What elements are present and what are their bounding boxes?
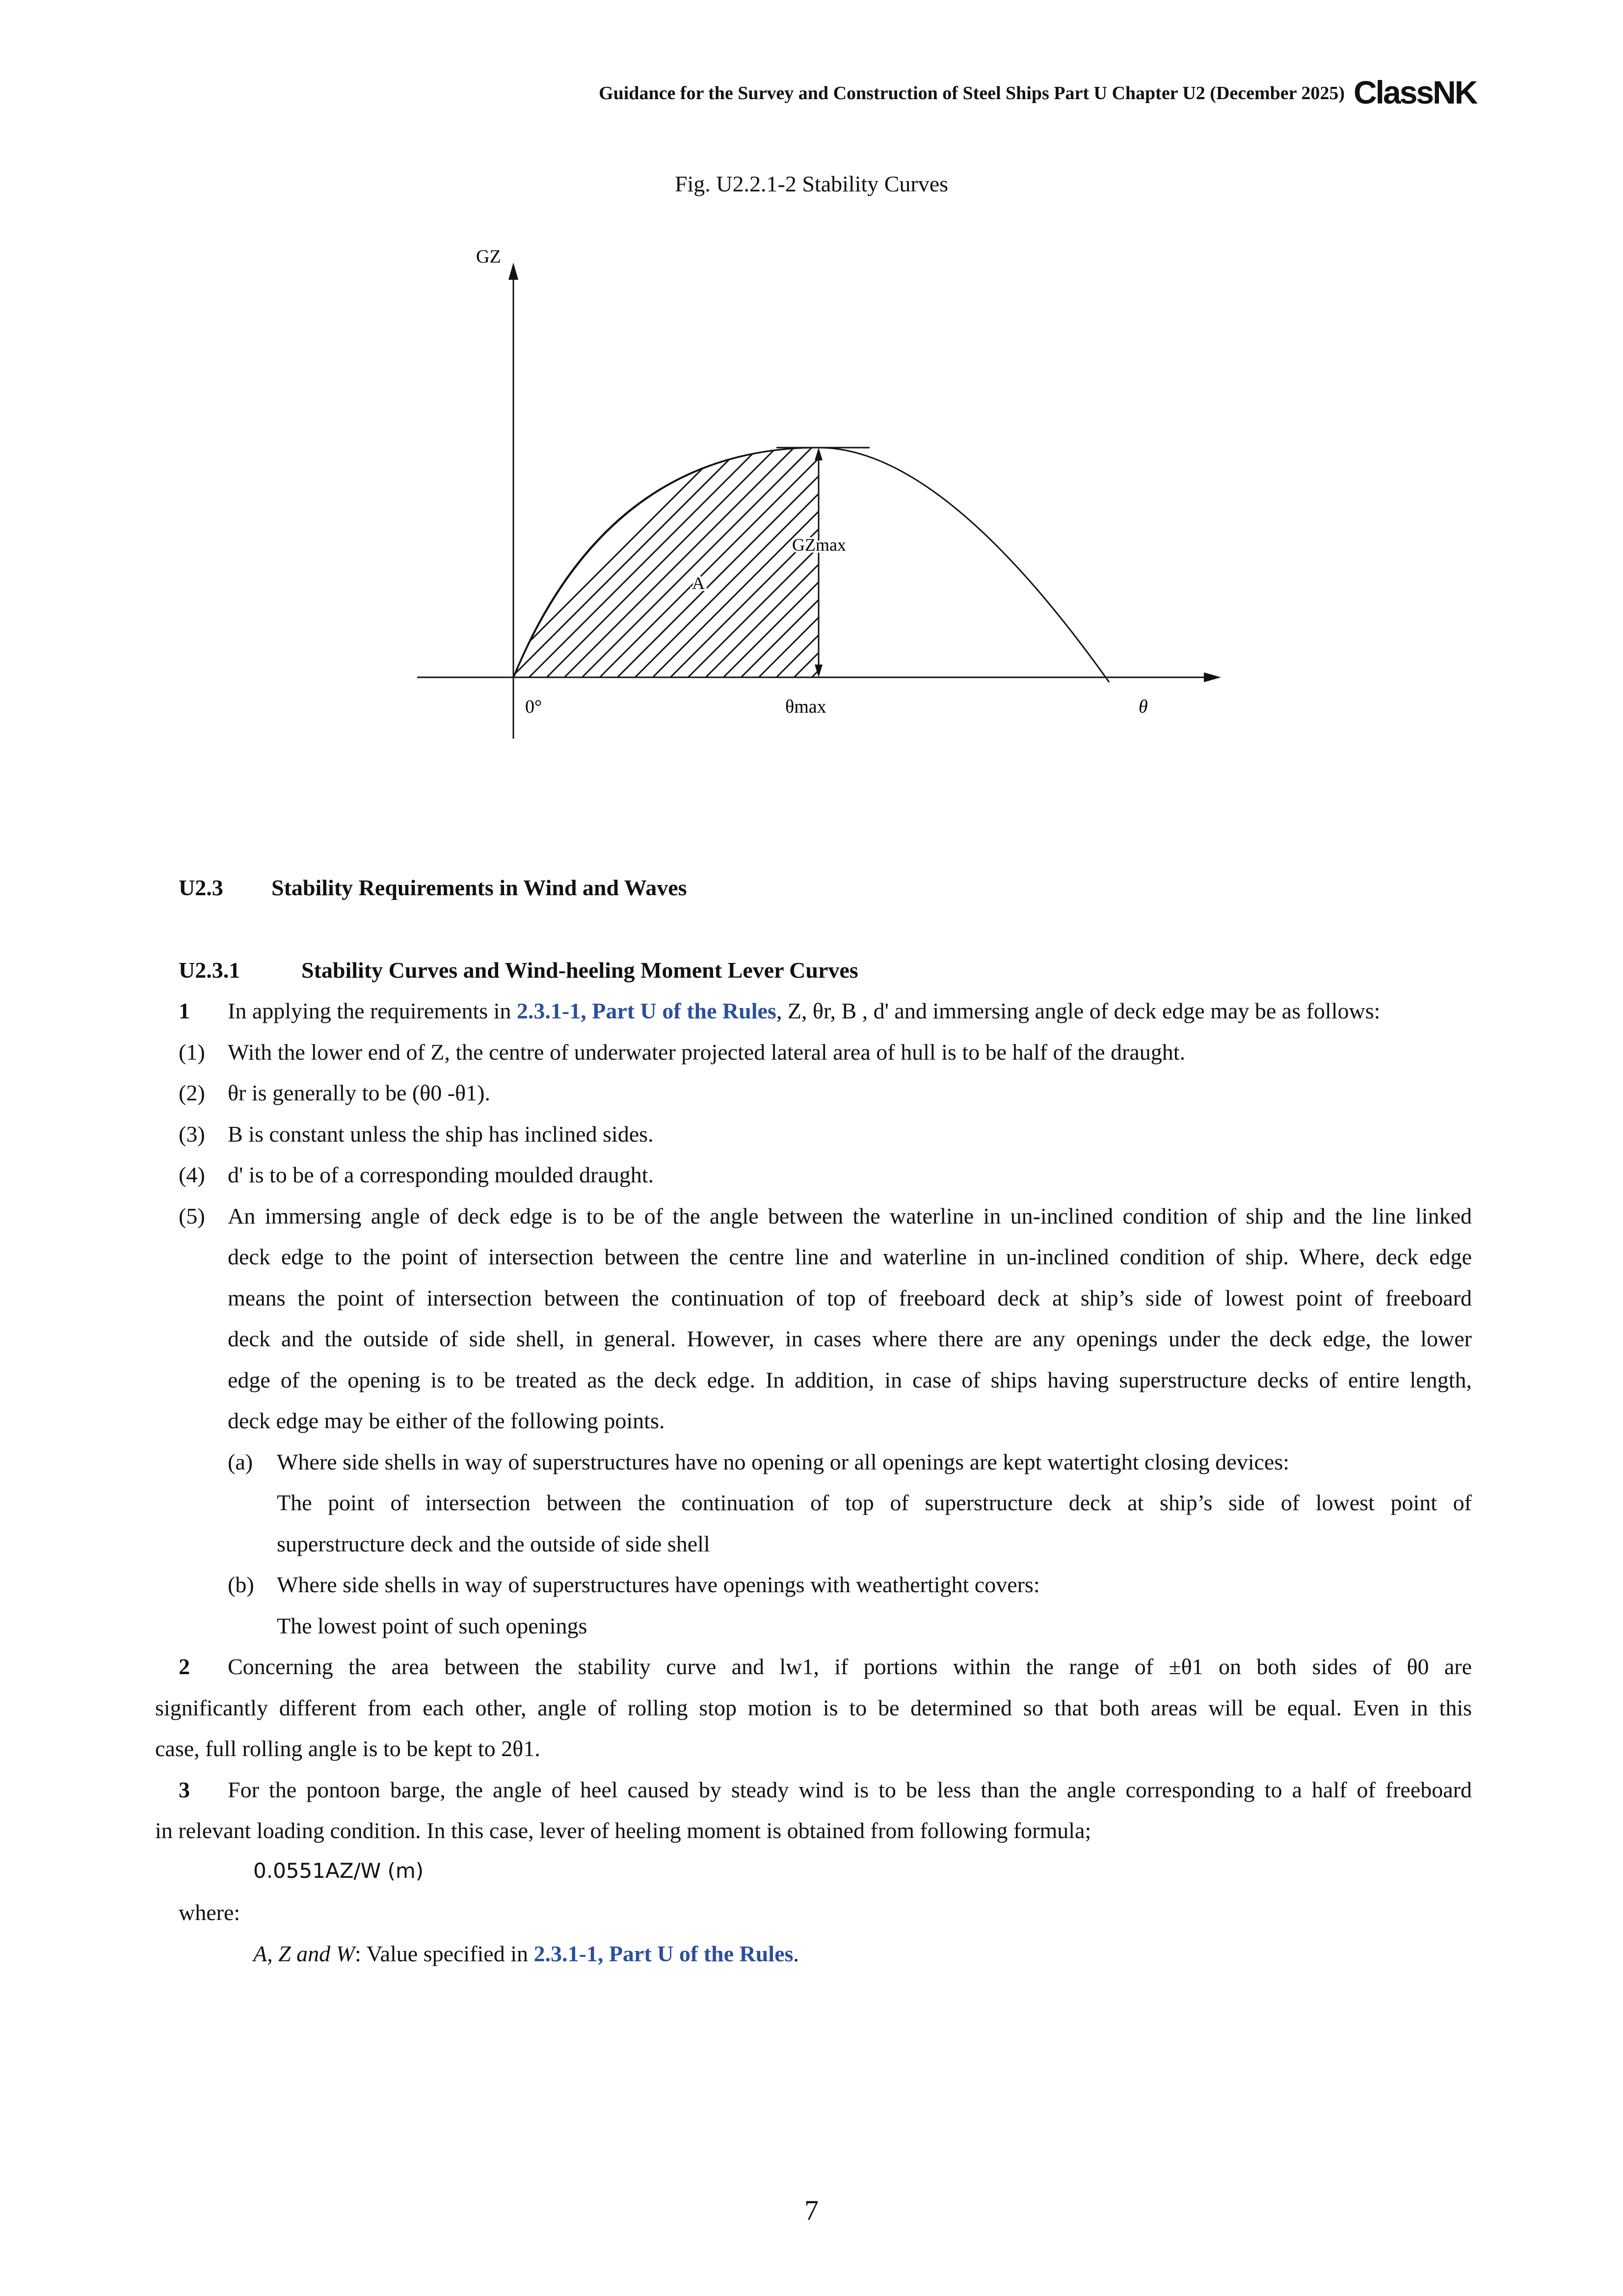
sub-a-body-1: The point of intersection between the continuation of top of superstructure deck at ship’s side of lowest point of (277, 1490, 1472, 1515)
item-2-text: θr is generally to be (θ0 -θ1). (228, 1080, 490, 1105)
x-axis-arrow (1204, 672, 1221, 682)
para3-line-2: in relevant loading condition. In this case, lever of heeling moment is obtained from following formula; (155, 1818, 1091, 1843)
para1-number: 1 (179, 998, 190, 1023)
item-4-number: (4) (179, 1162, 205, 1187)
para1-text: In applying the requirements in 2.3.1-1, Part U of the Rules, Z, θr, B , d' and immersing angle of deck edge may be as follows: (228, 998, 1381, 1023)
para3-line-1: For the pontoon barge, the angle of heel caused by steady wind is to be less than the angle corresponding to a half of freeboard (228, 1777, 1472, 1802)
sub-b-body: The lowest point of such openings (277, 1613, 587, 1638)
gzmax-arrow-top (815, 448, 823, 460)
theta-max-label: θmax (785, 696, 826, 717)
origin-label: 0° (525, 696, 542, 717)
where-label: where: (179, 1900, 240, 1925)
section-number: U2.3 (179, 875, 223, 900)
theta-label: θ (1139, 696, 1148, 717)
item-5-line-2: deck edge to the point of intersection between the centre line and waterline in un-inclined condition of ship. Where, deck edge (228, 1244, 1472, 1269)
page-number: 7 (804, 2194, 819, 2226)
item-5-line-5: edge of the opening is to be treated as the deck edge. In addition, in case of ships having superstructure decks of entire length, (228, 1367, 1472, 1392)
sub-b-text: Where side shells in way of superstructures have openings with weathertight covers: (277, 1572, 1040, 1597)
item-5-line-6: deck edge may be either of the following points. (228, 1408, 665, 1433)
para2-line-1: Concerning the area between the stability curve and lw1, if portions within the range of ±θ1 on both sides of θ0 are (228, 1654, 1472, 1679)
sub-a-number: (a) (228, 1449, 253, 1474)
area-label: A (692, 573, 705, 593)
y-axis-arrow (508, 263, 518, 280)
item-5-line-4: deck and the outside of side shell, in general. However, in cases where there are any openings under the deck edge, the lower (228, 1326, 1472, 1351)
heeling-formula: 0.0551AZ/W (m) (253, 1859, 424, 1883)
figure-caption: Fig. U2.2.1-2 Stability Curves (674, 171, 949, 196)
section-title: Stability Requirements in Wind and Waves (271, 875, 687, 900)
sub-a-body-2: superstructure deck and the outside of side shell (277, 1531, 710, 1556)
subsection-title: Stability Curves and Wind-heeling Moment Lever Curves (301, 958, 858, 983)
subsection-number: U2.3.1 (179, 958, 240, 983)
sub-a-text: Where side shells in way of superstructures have no opening or all openings are kept watertight closing devices: (277, 1449, 1290, 1474)
item-5-number: (5) (179, 1203, 205, 1228)
sub-b-number: (b) (228, 1572, 254, 1597)
item-3-number: (3) (179, 1121, 205, 1147)
definition-line: A, Z and W: Value specified in 2.3.1-1, Part U of the Rules. (253, 1941, 799, 1966)
item-3-text: B is constant unless the ship has inclined sides. (228, 1121, 654, 1147)
item-5-line-3: means the point of intersection between the continuation of top of freeboard deck at ship’s side of lowest point of freeboard (228, 1285, 1472, 1310)
item-1-text: With the lower end of Z, the centre of underwater projected lateral area of hull is to be half of the draught. (228, 1040, 1186, 1065)
area-hatching (494, 432, 1057, 677)
running-title: Guidance for the Survey and Construction of Steel Ships Part U Chapter U2 (December 2025) (599, 83, 1345, 104)
y-axis-label: GZ (476, 246, 501, 267)
para2-number: 2 (179, 1654, 190, 1679)
stability-curve-figure (402, 196, 1237, 756)
item-4-text: d' is to be of a corresponding moulded draught. (228, 1162, 654, 1187)
classnk-logo: ClassNK (1354, 74, 1477, 110)
gzmax-arrow-bottom (815, 665, 823, 677)
gzmax-label: GZmax (792, 535, 846, 555)
para2-line-2: significantly different from each other, angle of rolling stop motion is to be determined so that both areas will be equal. Even in this (155, 1695, 1472, 1720)
item-1-number: (1) (179, 1040, 205, 1065)
rules-link[interactable]: 2.3.1-1, Part U of the Rules (516, 998, 776, 1023)
item-2-number: (2) (179, 1080, 205, 1105)
rules-link-2[interactable]: 2.3.1-1, Part U of the Rules (533, 1941, 794, 1966)
item-5-line-1: An immersing angle of deck edge is to be of the angle between the waterline in un-inclined condition of ship and the line linked (228, 1203, 1472, 1228)
para3-number: 3 (179, 1777, 190, 1802)
stability-curve-secondary (514, 449, 795, 676)
para2-line-3: case, full rolling angle is to be kept to 2θ1. (155, 1736, 540, 1761)
